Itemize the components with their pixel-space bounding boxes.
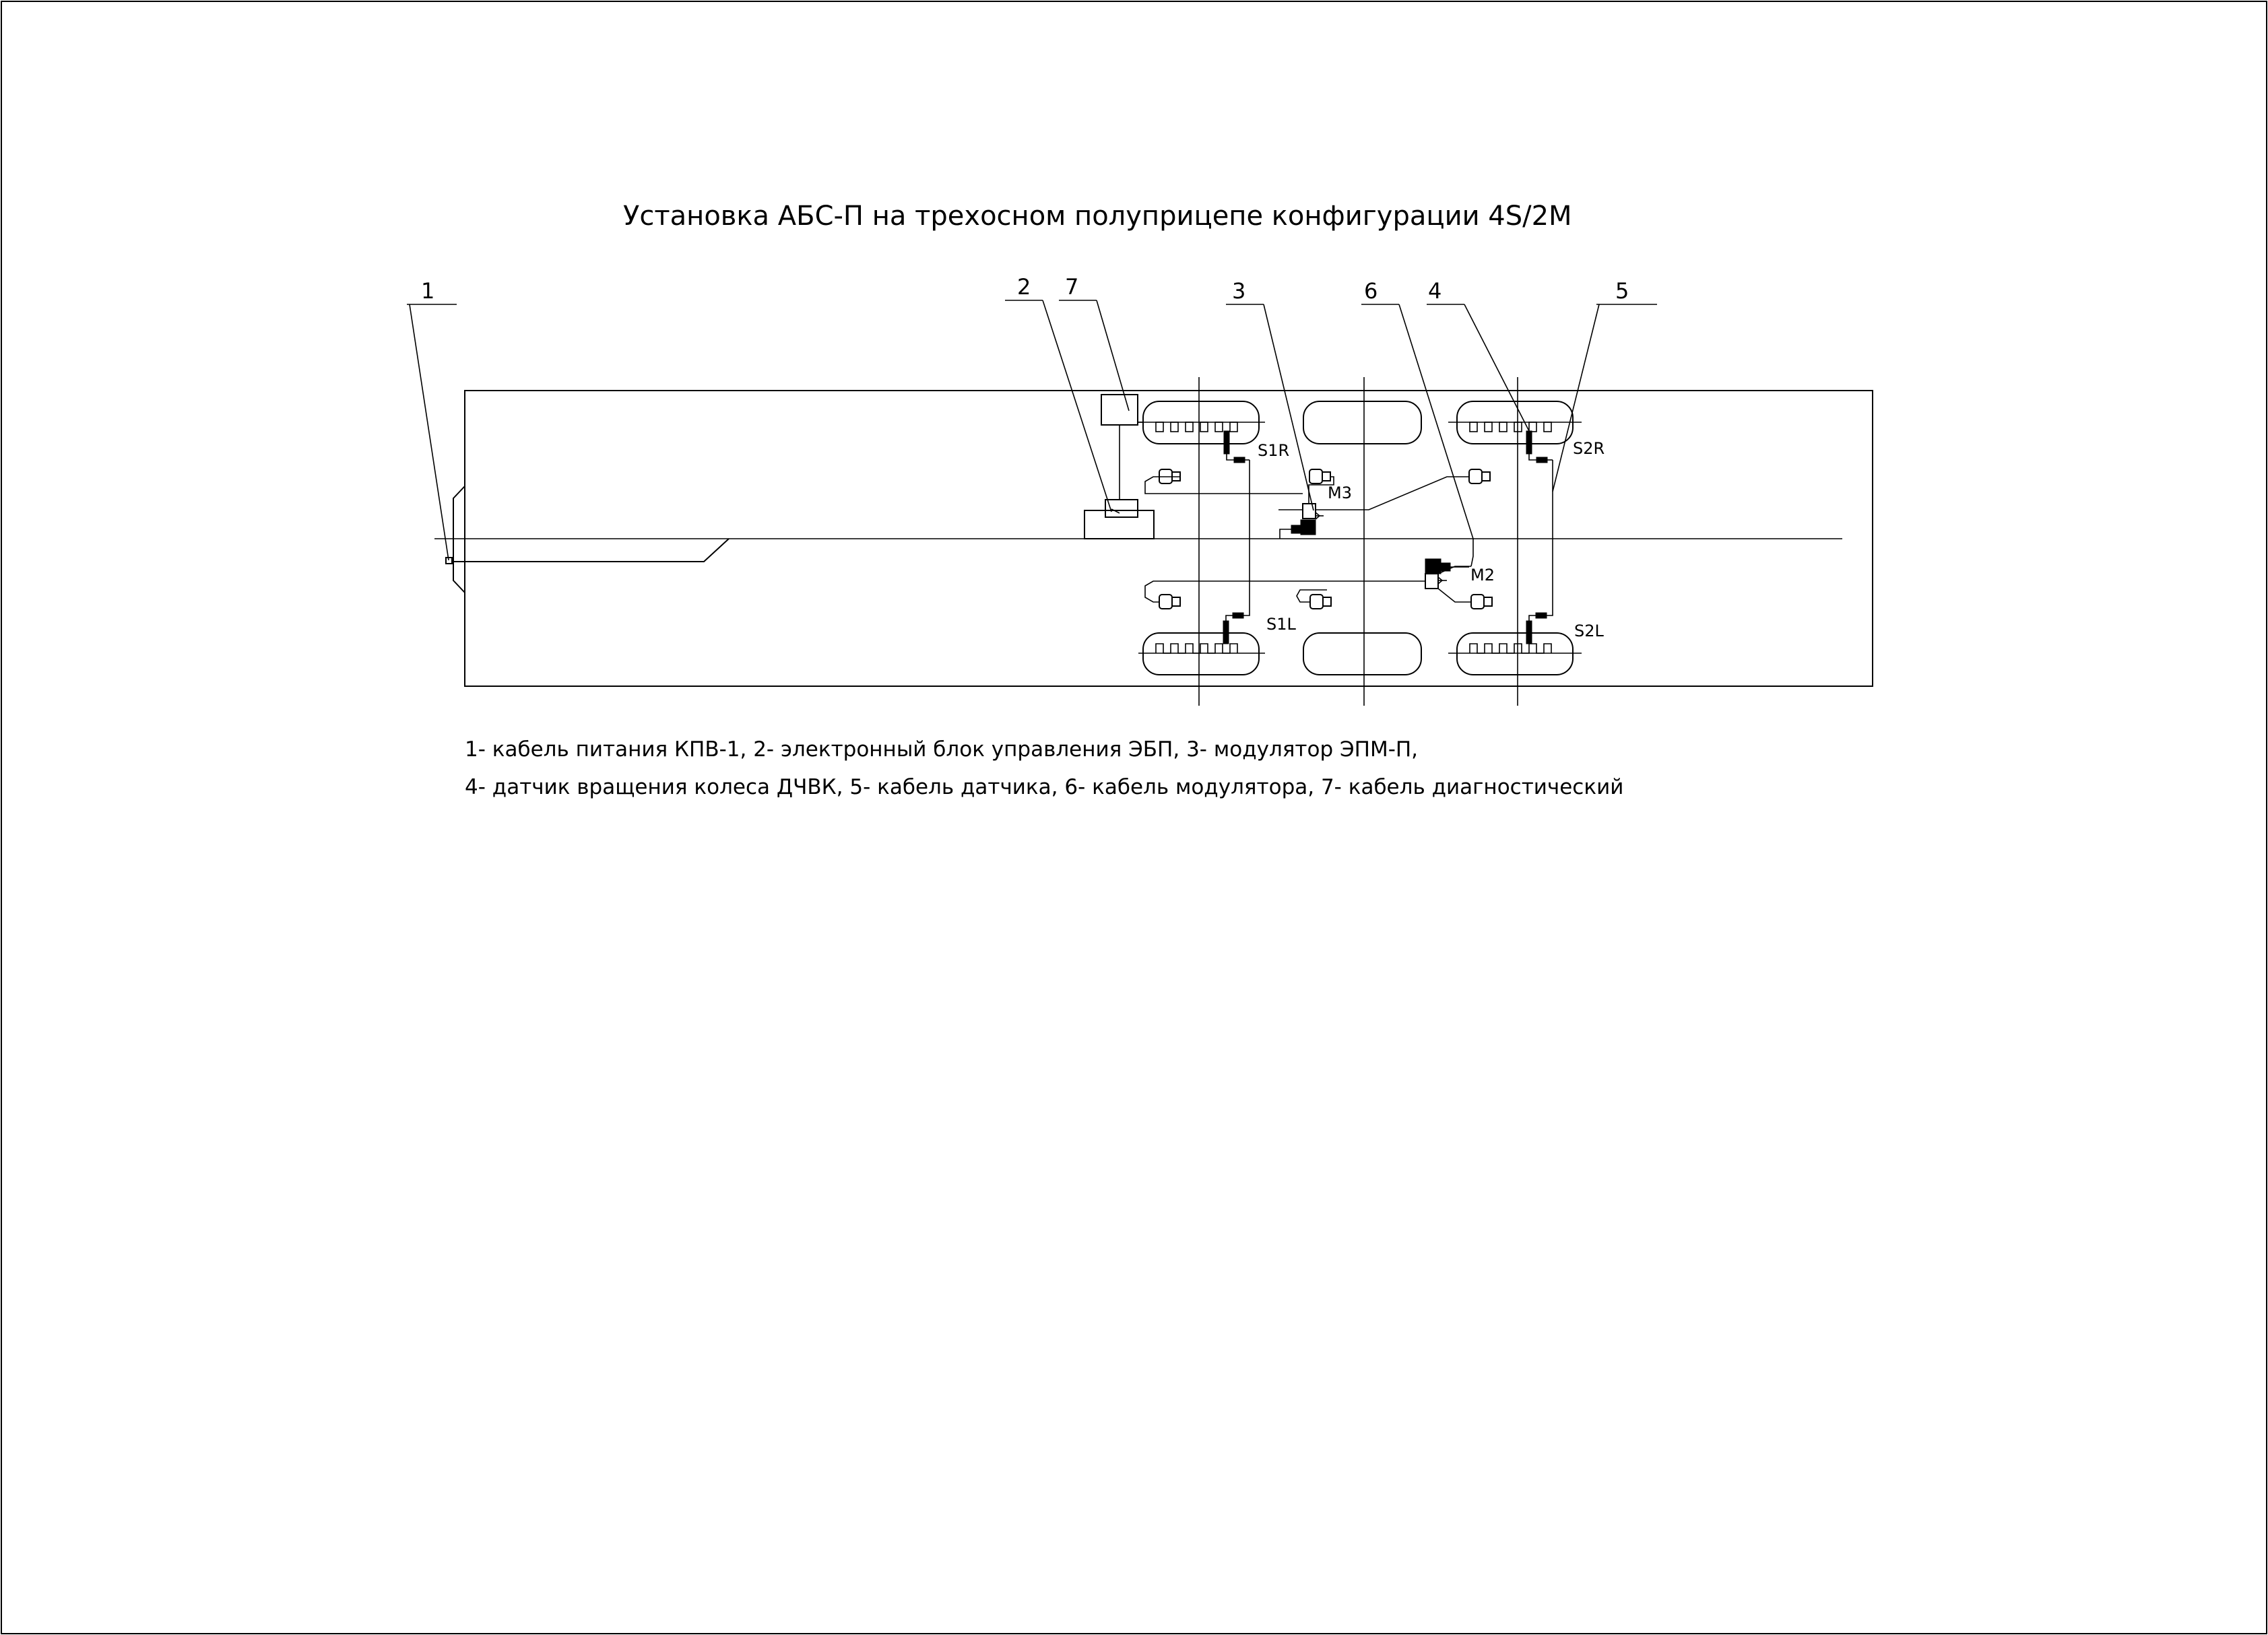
tag-m2: M2	[1470, 566, 1495, 585]
tag-s2r: S2R	[1573, 439, 1605, 458]
legend-line-2: 4- датчик вращения колеса ДЧВК, 5- кабель датчика, 6- кабель модулятора, 7- кабель диагностический	[465, 775, 1624, 799]
svg-text:6: 6	[1364, 278, 1378, 304]
svg-text:1: 1	[421, 278, 435, 304]
svg-text:4: 4	[1428, 278, 1442, 304]
tag-s1r: S1R	[1258, 441, 1290, 460]
tag-m3: M3	[1328, 483, 1352, 502]
tag-s2l: S2L	[1574, 622, 1604, 640]
tag-s1l: S1L	[1266, 615, 1296, 634]
svg-text:2: 2	[1017, 274, 1031, 300]
legend-line-1: 1- кабель питания КПВ-1, 2- электронный блок управления ЭБП, 3- модулятор ЭПМ-П,	[465, 737, 1419, 762]
svg-text:5: 5	[1615, 278, 1629, 304]
drawing-title: Установка АБС-П на трехосном полуприцепе конфигурации 4S/2M	[623, 201, 1572, 232]
sheet-frame	[1, 1, 2267, 1634]
svg-text:3: 3	[1232, 278, 1246, 304]
svg-text:7: 7	[1065, 274, 1079, 300]
